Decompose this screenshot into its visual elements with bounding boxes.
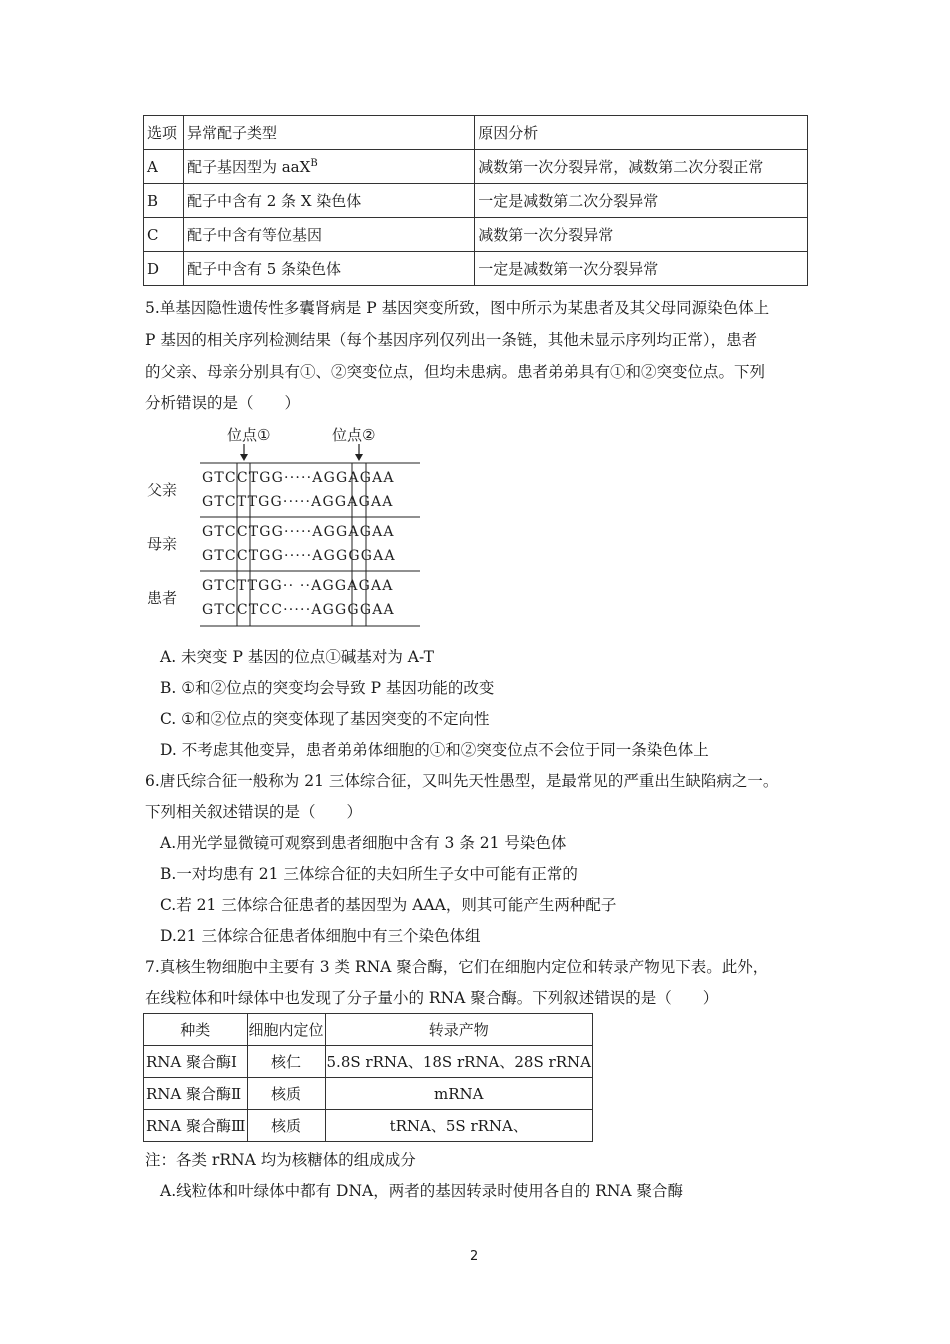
father-seq-2: GTCTTGG·····AGGAGAA [202, 494, 394, 510]
gamete-type-cell [183, 150, 474, 184]
reason-cell: 减数第一次分裂异常 [475, 218, 808, 252]
father-label: 父亲 [147, 481, 178, 499]
q5-stem-line-1: 5.单基因隐性遗传性多囊肾病是 P 基因突变所致，图中所示为某患者及其父母同源染色体上 [145, 299, 770, 317]
q5-option-c: C. ①和②位点的突变体现了基因突变的不定向性 [160, 710, 490, 728]
patient-label: 患者 [147, 589, 178, 607]
patient-seq-2: GTCCTCC·····AGGGGAA [202, 602, 395, 618]
q6-option-a: A.用光学显微镜可观察到患者细胞中含有 3 条 21 号染色体 [160, 834, 567, 852]
gamete-type-cell: 配子中含有等位基因 [183, 218, 474, 252]
table-header-row [144, 1014, 593, 1046]
polymerase-type-cell: RNA 聚合酶Ⅱ [144, 1078, 248, 1110]
q6-option-b: B.一对均患有 21 三体综合征的夫妇所生子女中可能有正常的 [160, 865, 578, 883]
reason-cell: 一定是减数第二次分裂异常 [475, 184, 808, 218]
table-row [144, 1110, 593, 1142]
site-2-label: 位点② [332, 426, 376, 444]
table-row [144, 218, 808, 252]
product-cell: mRNA [325, 1078, 592, 1110]
q6-stem-line-1: 6.唐氏综合征一般称为 21 三体综合征，又叫先天性愚型，是最常见的严重出生缺陷病之一。 [145, 772, 779, 790]
site-1-label: 位点① [227, 426, 271, 444]
location-cell: 核仁 [247, 1046, 325, 1078]
option-cell: B [144, 184, 184, 218]
q7-table-note: 注：各类 rRNA 均为核糖体的组成成分 [145, 1151, 416, 1169]
header-reason: 原因分析 [475, 116, 808, 150]
gamete-type-cell: 配子中含有 2 条 X 染色体 [183, 184, 474, 218]
q6-option-c: C.若 21 三体综合征患者的基因型为 AAA，则其可能产生两种配子 [160, 896, 617, 914]
superscript: B [310, 158, 318, 169]
abnormal-gamete-table [143, 115, 808, 286]
table-row [144, 1046, 593, 1078]
mother-seq-2: GTCCTGG·····AGGGGAA [202, 548, 396, 564]
table-row [144, 252, 808, 286]
site-2-arrowhead [355, 454, 363, 461]
option-cell: A [144, 150, 184, 184]
q5-option-a: A. 未突变 P 基因的位点①碱基对为 A-T [160, 648, 434, 666]
table-row [144, 150, 808, 184]
q5-stem-line-3: 的父亲、母亲分别具有①、②突变位点，但均未患病。患者弟弟具有①和②突变位点。下列 [145, 363, 766, 381]
location-cell: 核质 [247, 1078, 325, 1110]
father-seq-1: GTCCTGG·····AGGAGAA [202, 470, 395, 486]
reason-cell: 一定是减数第一次分裂异常 [475, 252, 808, 286]
gamete-type-cell: 配子中含有 5 条染色体 [183, 252, 474, 286]
patient-seq-1: GTCTTGG·· ··AGGAGAA [202, 578, 394, 594]
q6-stem-line-2: 下列相关叙述错误的是（ ） [145, 803, 363, 821]
q6-option-d: D.21 三体综合征患者体细胞中有三个染色体组 [160, 927, 481, 945]
q7-stem-line-2: 在线粒体和叶绿体中也发现了分子量小的 RNA 聚合酶。下列叙述错误的是（ ） [145, 989, 719, 1007]
header-type: 种类 [144, 1014, 248, 1046]
q5-stem-line-4: 分析错误的是（ ） [145, 394, 301, 412]
header-gamete-type: 异常配子类型 [183, 116, 474, 150]
q5-stem-line-2: P 基因的相关序列检测结果（每个基因序列仅列出一条链，其他未显示序列均正常），患者 [145, 331, 758, 349]
q5-option-b: B. ①和②位点的突变均会导致 P 基因功能的改变 [160, 679, 495, 697]
gamete-type-text: 配子基因型为 aaX [186, 158, 311, 176]
reason-cell: 减数第一次分裂异常，减数第二次分裂正常 [475, 150, 808, 184]
table-row [144, 1078, 593, 1110]
option-cell: D [144, 252, 184, 286]
location-cell: 核质 [247, 1110, 325, 1142]
product-cell: tRNA、5S rRNA、 [325, 1110, 592, 1142]
gene-sequence-figure [140, 420, 430, 635]
mother-label: 母亲 [147, 535, 178, 553]
header-product: 转录产物 [325, 1014, 592, 1046]
q7-option-a: A.线粒体和叶绿体中都有 DNA，两者的基因转录时使用各自的 RNA 聚合酶 [160, 1182, 684, 1200]
q7-stem-line-1: 7.真核生物细胞中主要有 3 类 RNA 聚合酶，它们在细胞内定位和转录产物见下表。此外， [145, 958, 769, 976]
option-cell: C [144, 218, 184, 252]
header-option: 选项 [144, 116, 184, 150]
mother-seq-1: GTCCTGG·····AGGAGAA [202, 524, 395, 540]
rna-polymerase-table [143, 1013, 593, 1142]
product-cell: 5.8S rRNA、18S rRNA、28S rRNA [325, 1046, 592, 1078]
q5-option-d: D. 不考虑其他变异，患者弟弟体细胞的①和②突变位点不会位于同一条染色体上 [160, 741, 709, 759]
polymerase-type-cell: RNA 聚合酶Ⅰ [144, 1046, 248, 1078]
table-row [144, 184, 808, 218]
site-1-arrowhead [240, 454, 248, 461]
header-location: 细胞内定位 [247, 1014, 325, 1046]
table-header-row [144, 116, 808, 150]
page-number: 2 [470, 1249, 479, 1264]
polymerase-type-cell: RNA 聚合酶Ⅲ [144, 1110, 248, 1142]
